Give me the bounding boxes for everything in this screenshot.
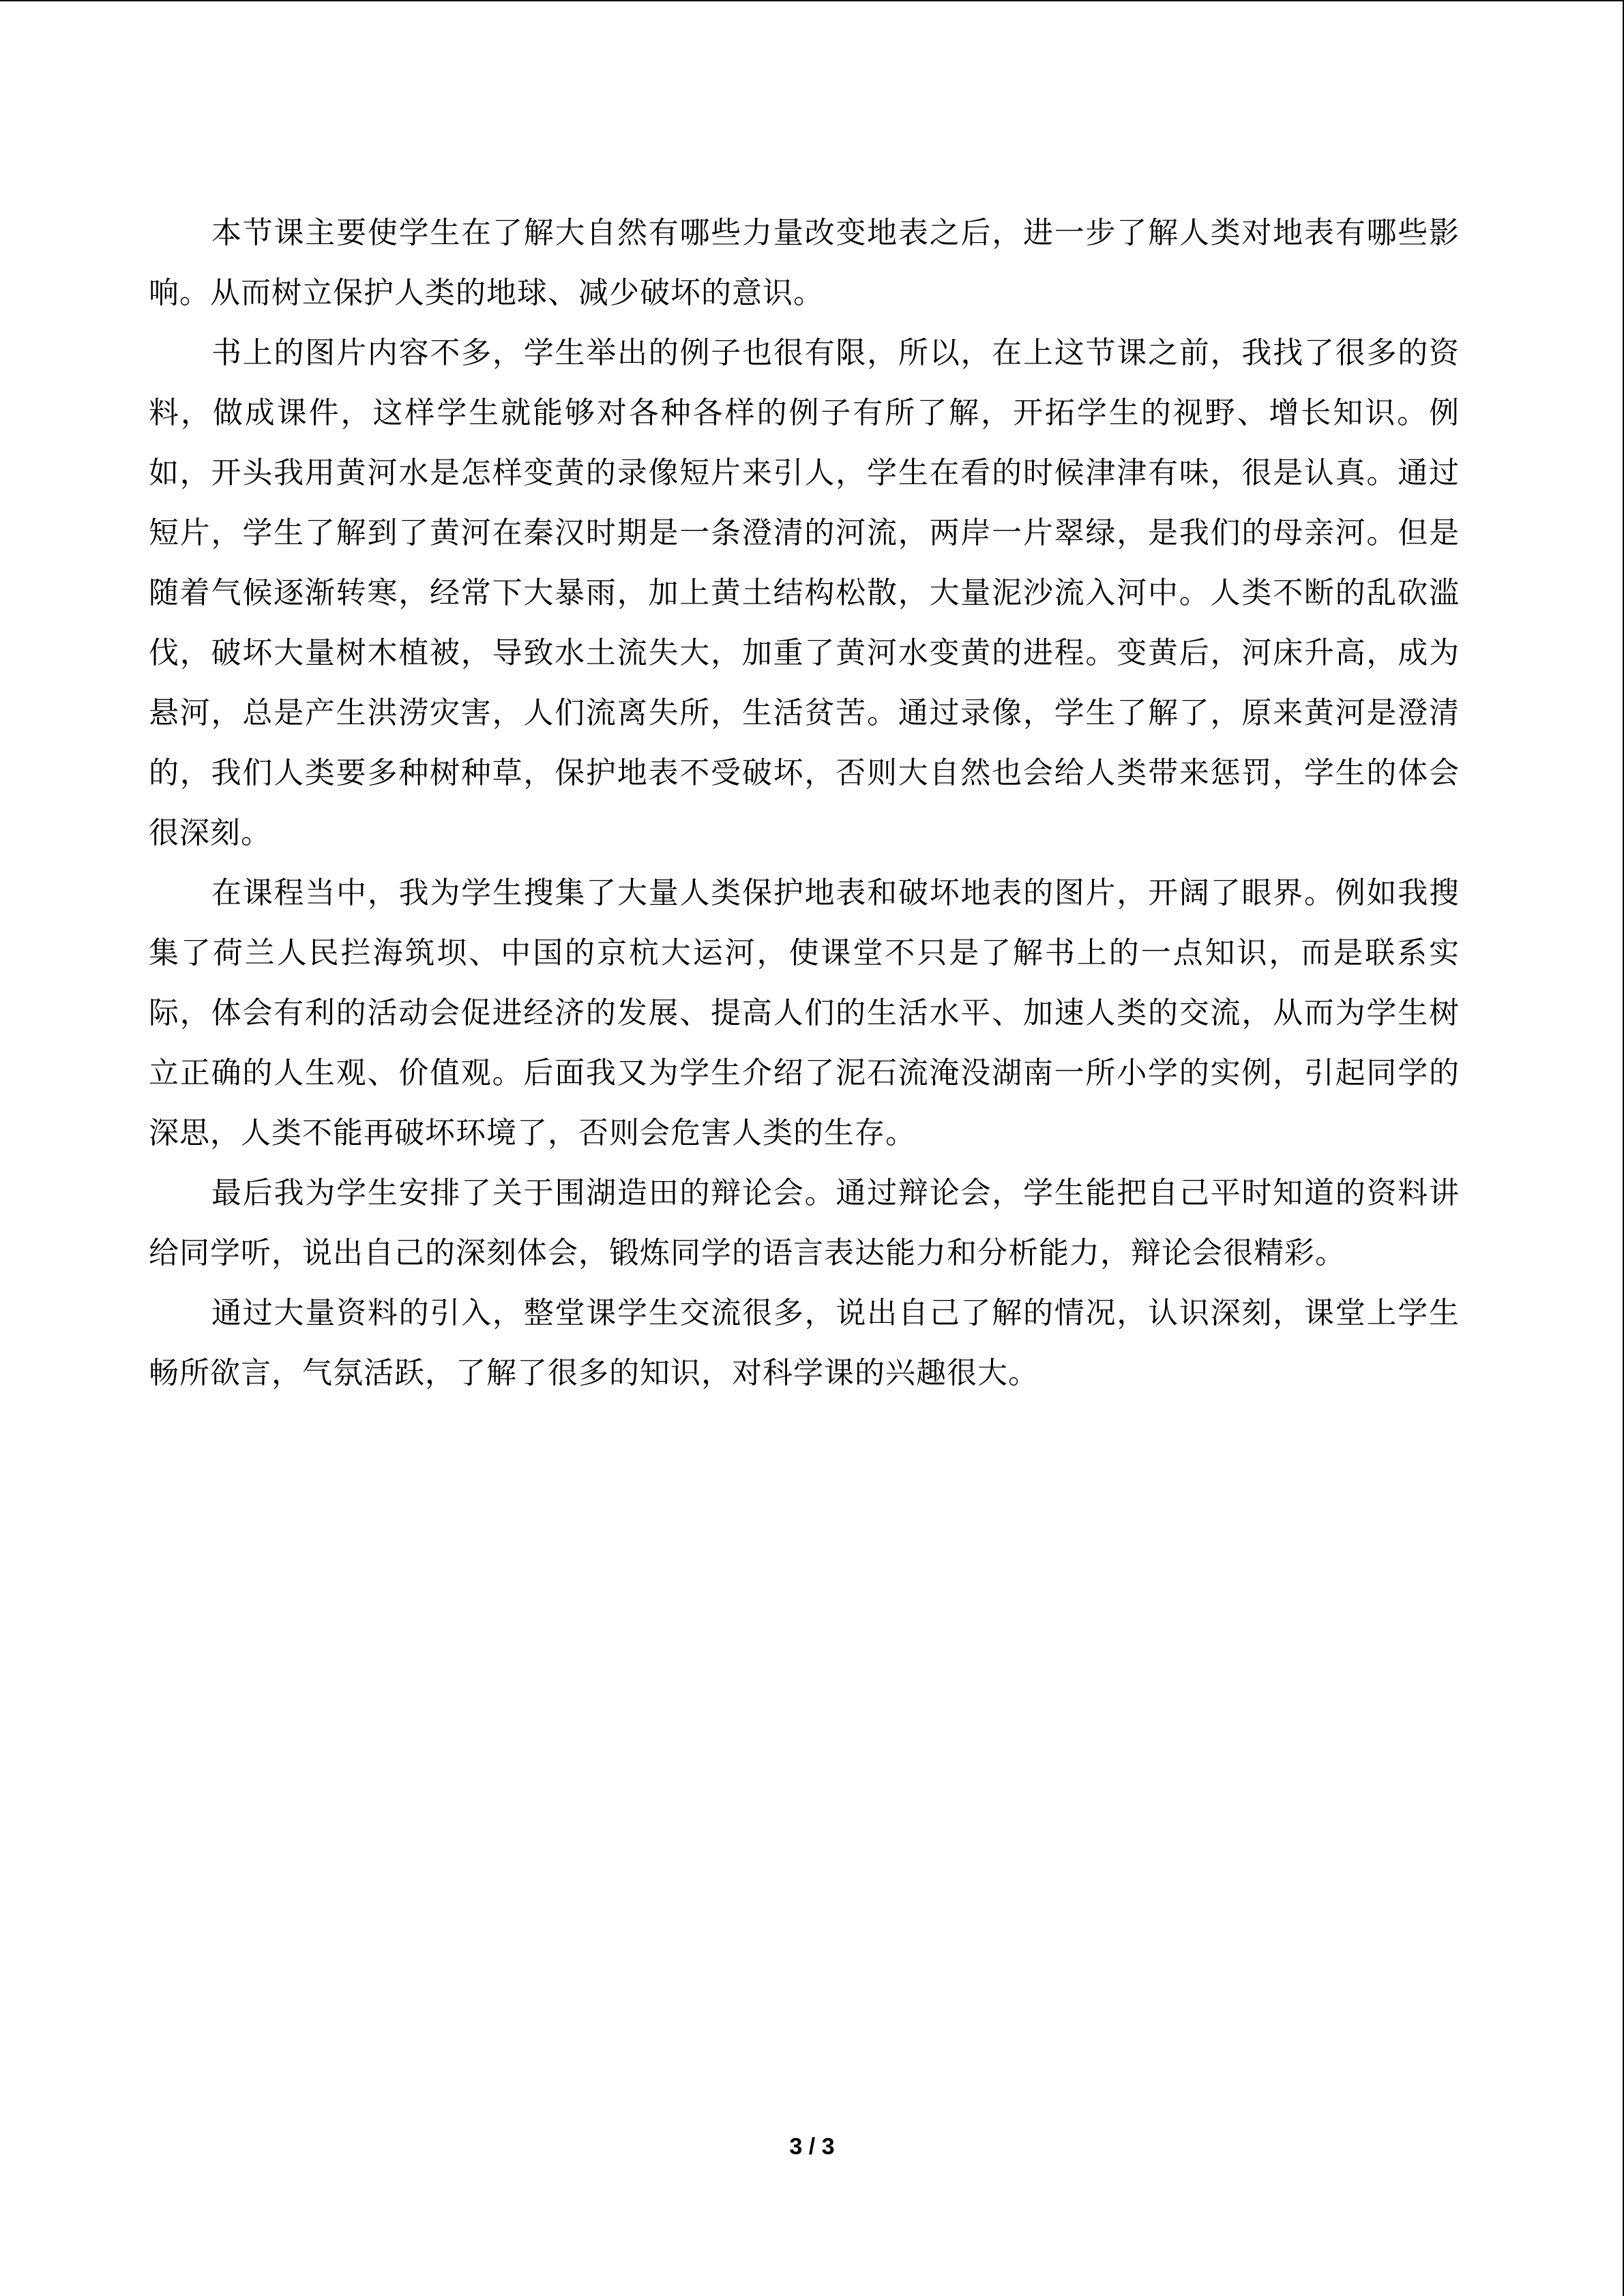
paragraph-2: 书上的图片内容不多，学生举出的例子也很有限，所以，在上这节课之前，我找了很多的资料，做成课件，这样学生就能够对各种各样的例子有所了解，开拓学生的视野、增长知识。例如，开头我用黄河水是怎样变黄的录像短片来引人，学生在看的时候津津有味，很是认真。通过短片，学生了解到了黄河在秦汉时期是一条澄清的河流，两岸一片翠绿，是我们的母亲河。但是随着气候逐渐转寒，经常下大暴雨，加上黄土结构松散，大量泥沙流入河中。人类不断的乱砍滥伐，破坏大量树木植被，导致水土流失大，加重了黄河水变黄的进程。变黄后，河床升高，成为悬河，总是产生洪涝灾害，人们流离失所，生活贫苦。通过录像，学生了解了，原来黄河是澄清的，我们人类要多种树种草，保护地表不受破坏，否则大自然也会给人类带来惩罚，学生的体会很深刻。 xyxy=(149,336,1460,850)
paragraph-4: 最后我为学生安排了关于围湖造田的辩论会。通过辩论会，学生能把自己平时知道的资料讲给同学听，说出自己的深刻体会，锻炼同学的语言表达能力和分析能力，辩论会很精彩。 xyxy=(149,1176,1460,1270)
document-body xyxy=(149,203,1460,1403)
page-number: 3 / 3 xyxy=(789,2134,835,2160)
paragraph-5: 通过大量资料的引入，整堂课学生交流很多，说出自己了解的情况，认识深刻，课堂上学生畅所欲言，气氛活跃，了解了很多的知识，对科学课的兴趣很大。 xyxy=(149,1296,1460,1390)
paragraph-3: 在课程当中，我为学生搜集了大量人类保护地表和破坏地表的图片，开阔了眼界。例如我搜集了荷兰人民拦海筑坝、中国的京杭大运河，使课堂不只是了解书上的一点知识，而是联系实际，体会有利的活动会促进经济的发展、提高人们的生活水平、加速人类的交流，从而为学生树立正确的人生观、价值观。后面我又为学生介绍了泥石流淹没湖南一所小学的实例，引起同学的深思，人类不能再破坏环境了，否则会危害人类的生存。 xyxy=(149,876,1460,1150)
paragraph-1: 本节课主要使学生在了解大自然有哪些力量改变地表之后，进一步了解人类对地表有哪些影响。从而树立保护人类的地球、减少破坏的意识。 xyxy=(149,215,1460,310)
page-top-border xyxy=(0,0,1624,1)
